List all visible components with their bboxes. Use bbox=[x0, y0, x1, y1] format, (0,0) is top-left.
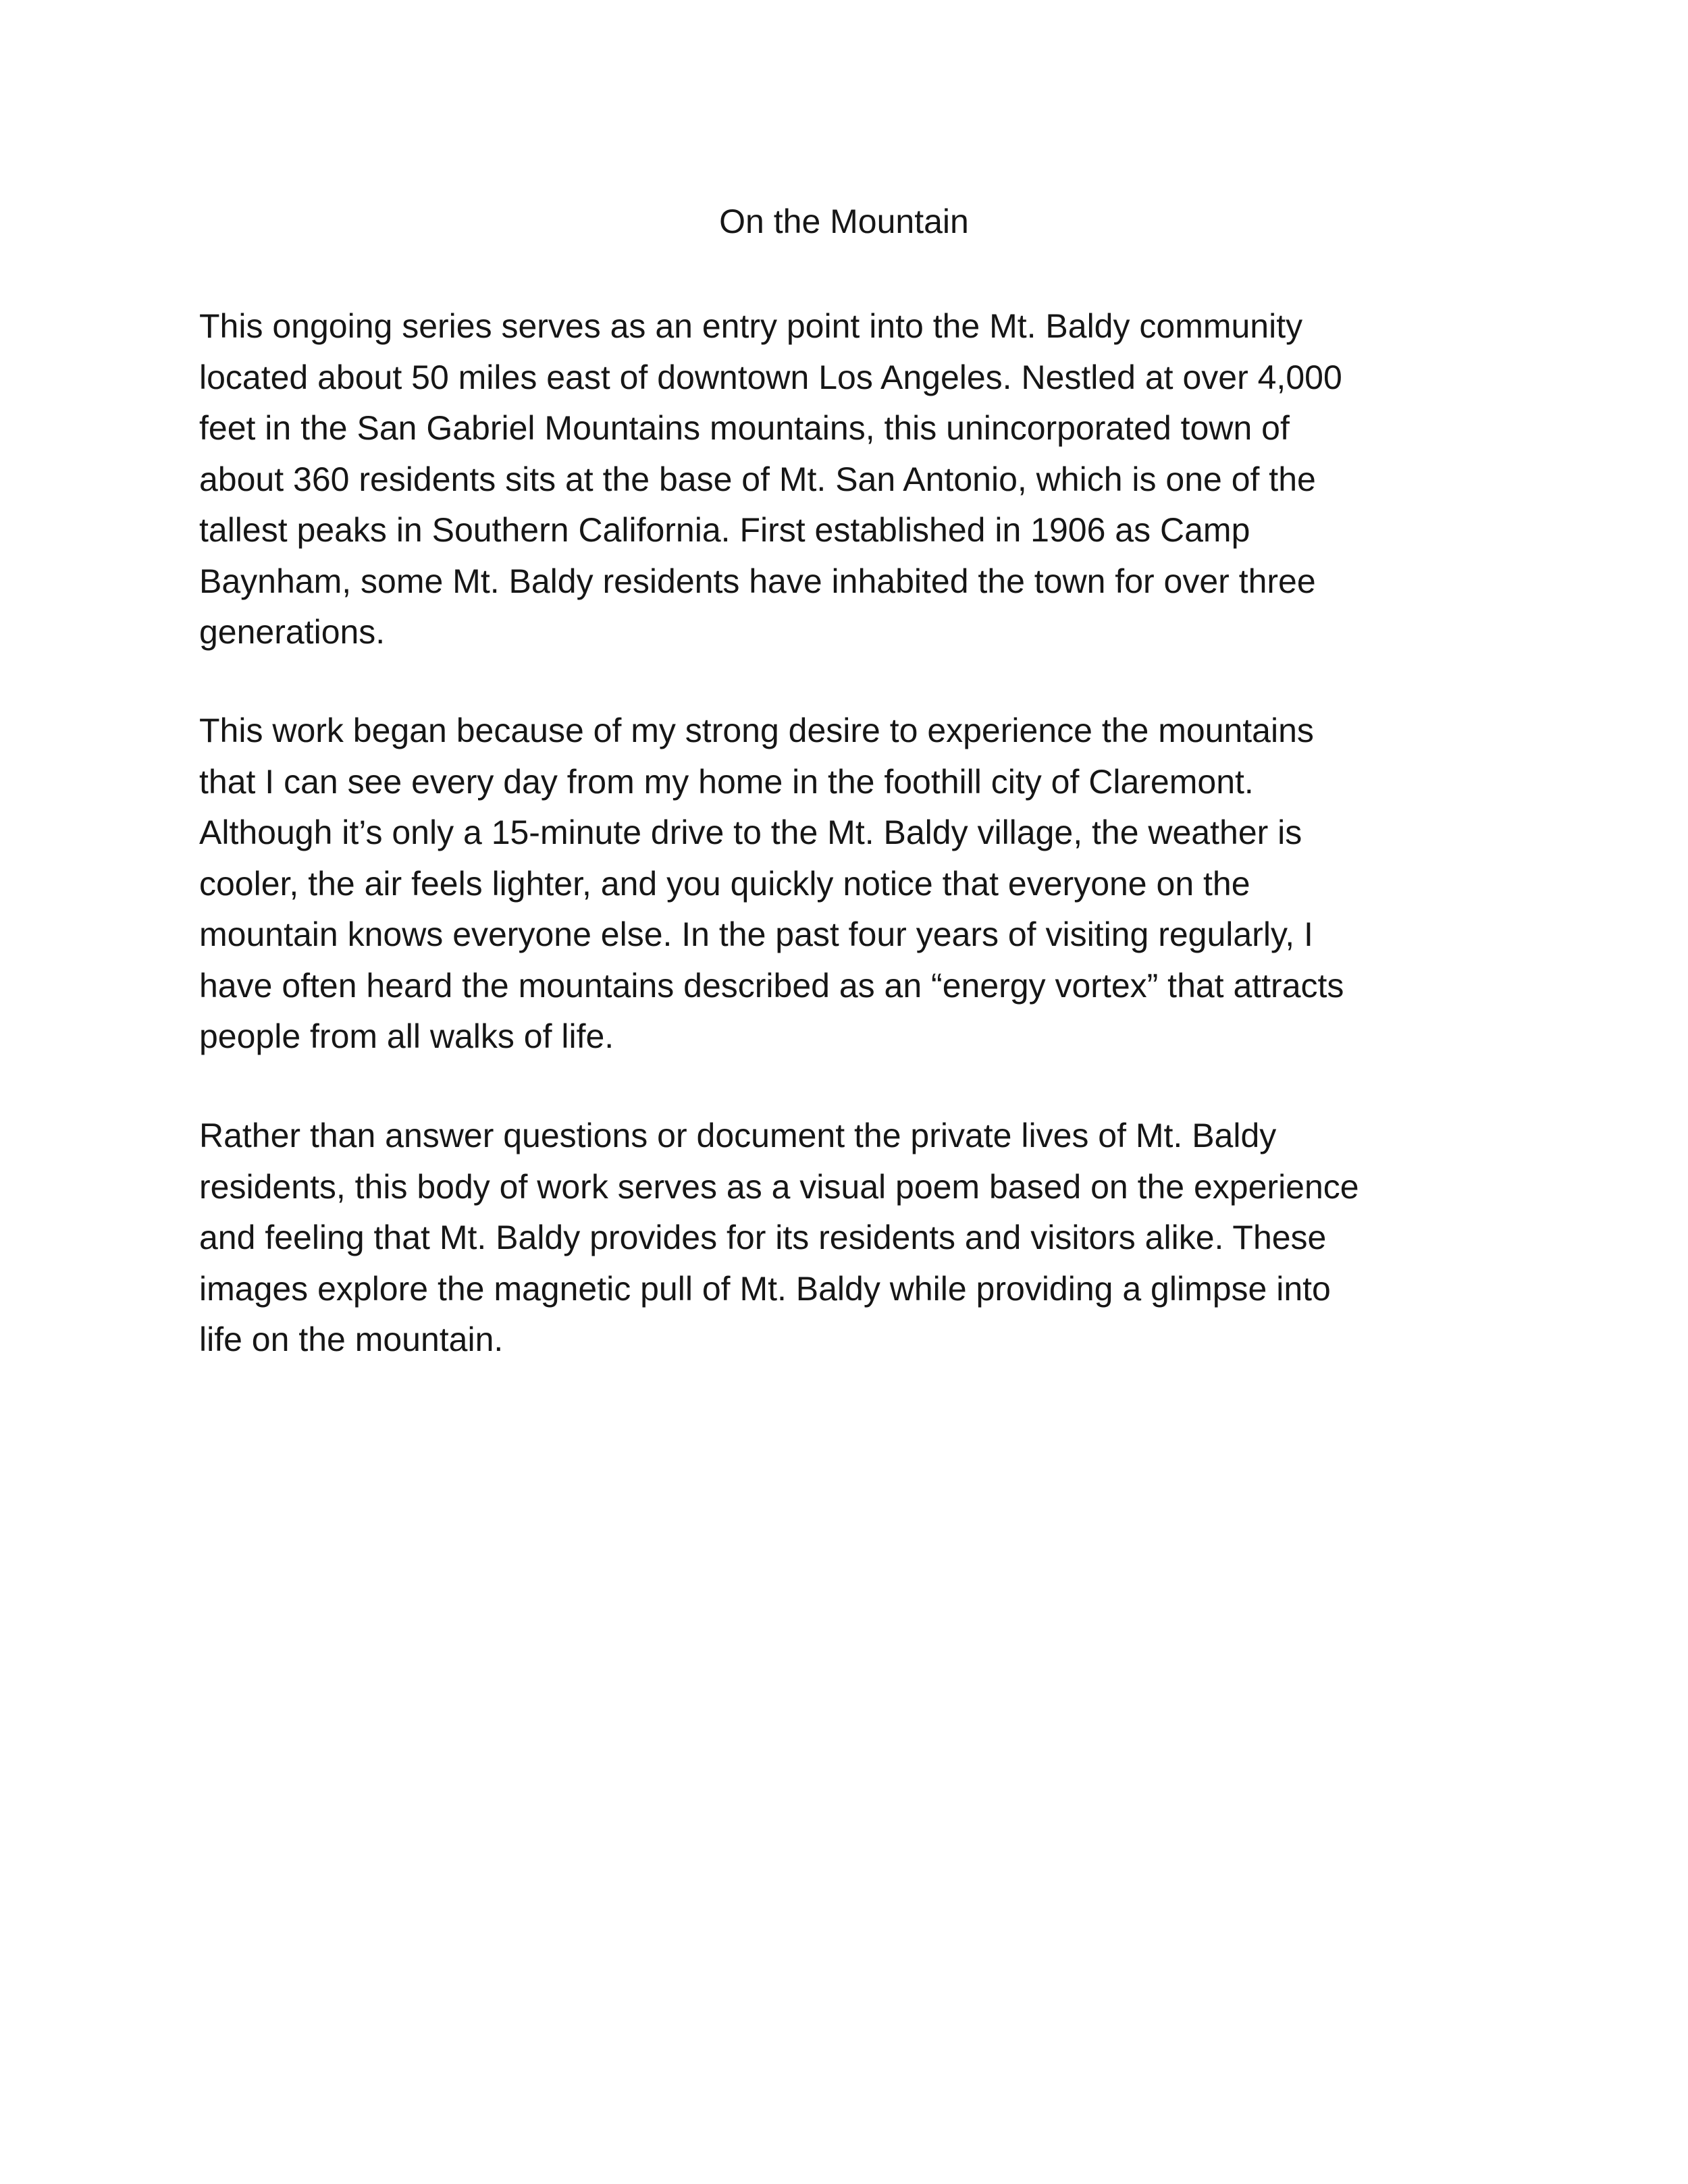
paragraph-line: and feeling that Mt. Baldy provides for its residents and visitors alike. These bbox=[199, 1219, 1327, 1256]
paragraph-line: people from all walks of life. bbox=[199, 1017, 614, 1055]
paragraph-line: life on the mountain. bbox=[199, 1321, 504, 1358]
paragraph-line: Although it’s only a 15-minute drive to the Mt. Baldy village, the weather is bbox=[199, 814, 1302, 851]
paragraph-line: mountain knows everyone else. In the past four years of visiting regularly, I bbox=[199, 915, 1313, 953]
paragraph-line: Rather than answer questions or document the private lives of Mt. Baldy bbox=[199, 1117, 1277, 1154]
paragraph-1 bbox=[199, 301, 1342, 658]
paragraph-line: tallest peaks in Southern California. First established in 1906 as Camp bbox=[199, 511, 1250, 549]
paragraph-line: This ongoing series serves as an entry point into the Mt. Baldy community bbox=[199, 307, 1303, 345]
paragraph-line: This work began because of my strong desire to experience the mountains bbox=[199, 712, 1314, 749]
paragraph-line: about 360 residents sits at the base of Mt. San Antonio, which is one of the bbox=[199, 460, 1316, 498]
paragraph-line: that I can see every day from my home in the foothill city of Claremont. bbox=[199, 762, 1254, 801]
paragraph-line: images explore the magnetic pull of Mt. Baldy while providing a glimpse into bbox=[199, 1269, 1331, 1308]
paragraph-line: Baynham, some Mt. Baldy residents have inhabited the town for over three bbox=[199, 562, 1316, 600]
paragraph-line: feet in the San Gabriel Mountains mountains, this unincorporated town of bbox=[199, 409, 1290, 447]
paragraph-line: generations. bbox=[199, 613, 386, 651]
paragraph-2 bbox=[199, 705, 1344, 1063]
paragraph-line: located about 50 miles east of downtown Los Angeles. Nestled at over 4,000 bbox=[199, 358, 1342, 396]
paragraph-3 bbox=[199, 1111, 1359, 1366]
paragraph-line: have often heard the mountains described as an “energy vortex” that attracts bbox=[199, 966, 1344, 1005]
paragraph-line: residents, this body of work serves as a visual poem based on the experience bbox=[199, 1167, 1359, 1206]
document-title: On the Mountain bbox=[719, 203, 969, 240]
paragraph-line: cooler, the air feels lighter, and you quickly notice that everyone on the bbox=[199, 864, 1250, 903]
